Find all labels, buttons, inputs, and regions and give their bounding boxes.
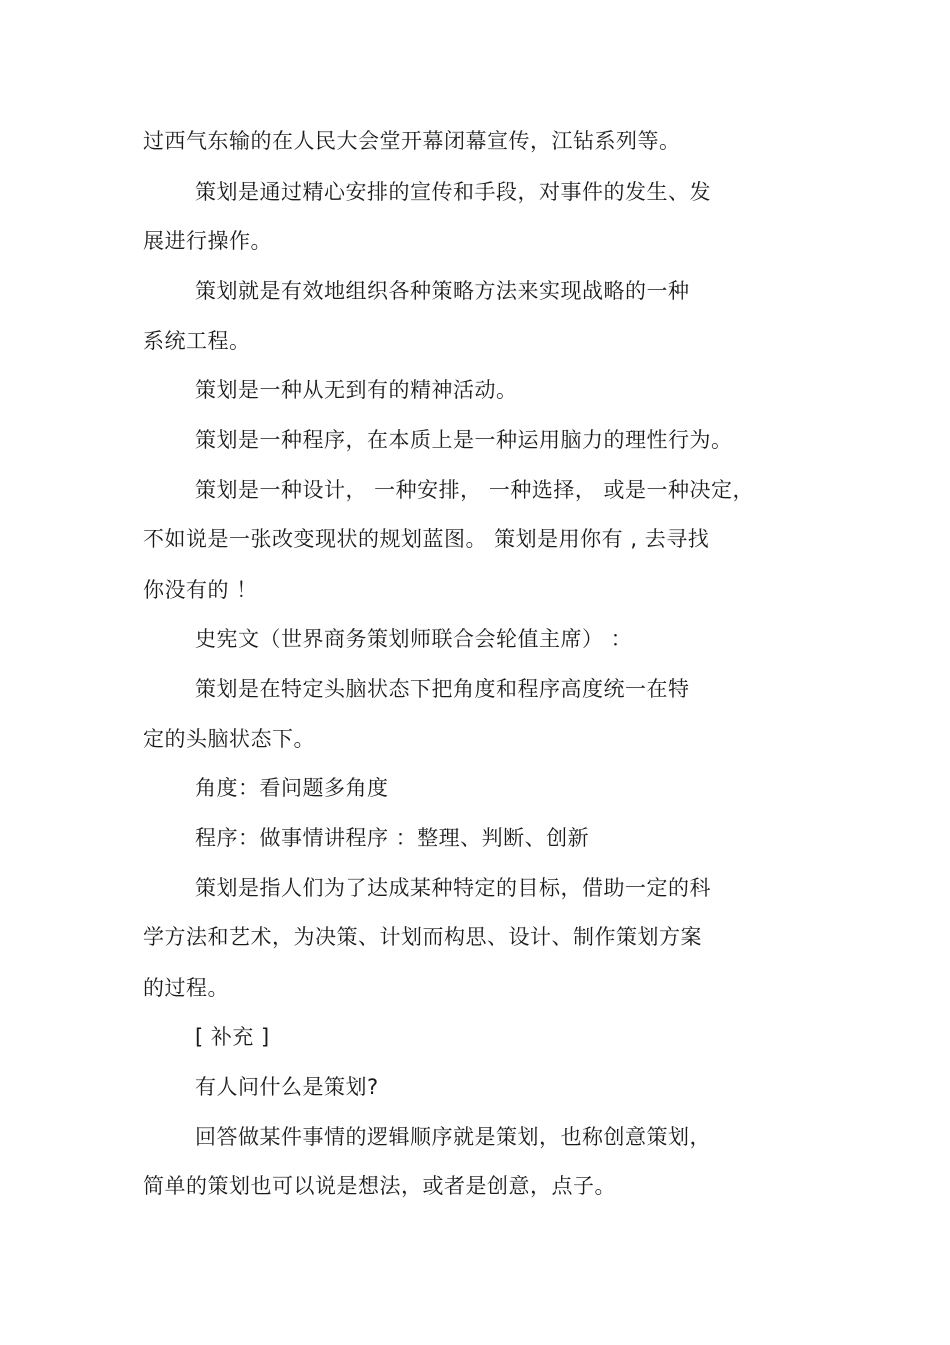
text-line-10: 你没有的 ！ bbox=[143, 578, 258, 602]
text-line-4: 策划就是有效地组织各种策略方法来实现战略的一种 bbox=[195, 279, 690, 303]
text-line-20: 有人问什么是策划? bbox=[195, 1075, 379, 1099]
text-line-6: 策划是一种从无到有的精神活动。 bbox=[195, 378, 518, 402]
text-line-8: 策划是一种设计， 一种安排， 一种选择， 或是一种决定， bbox=[195, 478, 755, 502]
text-line-21: 回答做某件事情的逻辑顺序就是策划，也称创意策划， bbox=[195, 1125, 711, 1149]
text-line-15: 程序：做事情讲程序 ：整理、判断、创新 bbox=[195, 826, 590, 850]
text-line-14: 角度：看问题多角度 bbox=[195, 776, 389, 800]
text-line-11: 史宪文（世界商务策划师联合会轮值主席） ： bbox=[195, 627, 633, 651]
text-line-22: 简单的策划也可以说是想法，或者是创意，点子。 bbox=[143, 1174, 616, 1198]
text-line-17: 学方法和艺术，为决策、计划而构思、设计、制作策划方案 bbox=[143, 925, 702, 949]
text-line-19: [ 补充 ] bbox=[195, 1025, 270, 1049]
text-line-1: 过西气东输的在人民大会堂开幕闭幕宣传，江钻系列等。 bbox=[143, 129, 681, 153]
text-line-13: 定的头脑状态下。 bbox=[143, 727, 315, 751]
text-line-18: 的过程。 bbox=[143, 976, 229, 1000]
text-line-2: 策划是通过精心安排的宣传和手段，对事件的发生、发 bbox=[195, 180, 711, 204]
text-line-3: 展进行操作。 bbox=[143, 229, 272, 253]
text-line-9: 不如说是一张改变现状的规划蓝图。 策划是用你有 , 去寻找 bbox=[143, 527, 710, 551]
text-line-12: 策划是在特定头脑状态下把角度和程序高度统一在特 bbox=[195, 677, 690, 701]
text-line-7: 策划是一种程序，在本质上是一种运用脑力的理性行为。 bbox=[195, 428, 733, 452]
text-line-16: 策划是指人们为了达成某种特定的目标，借助一定的科 bbox=[195, 876, 711, 900]
text-line-5: 系统工程。 bbox=[143, 329, 251, 353]
